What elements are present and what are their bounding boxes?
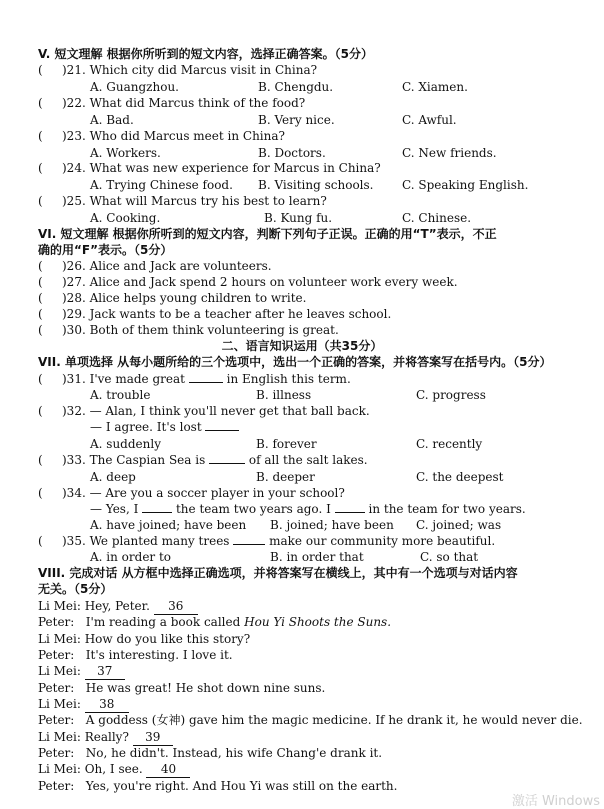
q34-line2-end: in the team for two years.: [368, 502, 526, 516]
dialogue-line-7: [38, 696, 129, 713]
dialogue-text: How do you like this story?: [84, 632, 251, 646]
q31-option-b: B. illness: [256, 388, 312, 402]
q33-blank: [209, 463, 245, 464]
q34-line2-middle: the team two years ago. I: [175, 502, 331, 516]
q24-stem: )24. What was new experience for Marcus in China?: [62, 161, 381, 175]
q33-stem-start: )33. The Caspian Sea is: [62, 453, 206, 467]
q22-option-c: C. Awful.: [402, 113, 457, 127]
q33-stem-end: of all the salt lakes.: [248, 453, 368, 467]
q24-option-b: B. Visiting schools.: [258, 178, 374, 192]
q34-line2-start: — Yes, I: [90, 502, 139, 516]
q25-stem: )25. What will Marcus try his best to learn?: [62, 194, 327, 208]
speaker-li-mei: Li Mei:: [38, 664, 81, 678]
q28-statement: )28. Alice helps young children to write.: [62, 291, 307, 305]
q32-option-c: C. recently: [416, 437, 483, 451]
q34-option-a: A. have joined; have been: [90, 518, 247, 532]
q31-option-c: C. progress: [416, 388, 486, 402]
dialogue-text: Hey, Peter.: [84, 599, 150, 613]
speaker-li-mei: Li Mei:: [38, 697, 81, 711]
q34-blank-2: [335, 512, 365, 513]
answer-paren: (: [38, 161, 43, 175]
dialogue-line-5: [38, 663, 125, 680]
q35-option-c: C. so that: [420, 550, 479, 564]
q26-statement: )26. Alice and Jack are volunteers.: [62, 259, 272, 273]
speaker-li-mei: Li Mei:: [38, 730, 81, 744]
q34-line2: [90, 501, 526, 517]
dialogue-line-2: [38, 614, 391, 630]
dialogue-line-3: [38, 631, 250, 647]
q33-option-a: A. deep: [90, 470, 136, 484]
q35-option-a: A. in order to: [90, 550, 172, 564]
q22-option-a: A. Bad.: [90, 113, 134, 127]
q35-option-b: B. in order that: [270, 550, 364, 564]
q32-line2-text: — I agree. It's lost: [90, 420, 202, 434]
speaker-peter: Peter:: [38, 779, 75, 793]
answer-paren: (: [38, 404, 43, 418]
dialogue-line-12: [38, 778, 397, 794]
q21-option-c: C. Xiamen.: [402, 80, 468, 94]
q34-stem: )34. — Are you a soccer player in your school?: [62, 486, 345, 500]
speaker-peter: Peter:: [38, 746, 75, 760]
speaker-peter: Peter:: [38, 615, 75, 629]
answer-paren: (: [38, 96, 43, 110]
dialogue-text: No, he didn't. Instead, his wife Chang'e drank it.: [85, 746, 383, 760]
answer-paren: (: [38, 129, 43, 143]
dialogue-blank-37: 37: [85, 663, 125, 680]
q32-option-b: B. forever: [256, 437, 317, 451]
q32-blank: [205, 430, 239, 431]
q31-stem-start: )31. I've made great: [62, 372, 185, 386]
section-6-title-line2: 确的用“F”表示。（5分）: [38, 243, 173, 257]
q32-option-a: A. suddenly: [90, 437, 161, 451]
dialogue-text: He was great! He shot down nine suns.: [85, 681, 326, 695]
speaker-peter: Peter:: [38, 681, 75, 695]
q31-stem-end: in English this term.: [226, 372, 351, 386]
q35-blank: [233, 544, 265, 545]
q25-option-a: A. Cooking.: [90, 211, 161, 225]
dialogue-text: Oh, I see.: [84, 762, 143, 776]
dialogue-blank-38: 38: [85, 696, 129, 713]
q33-option-b: B. deeper: [256, 470, 315, 484]
dialogue-line-8: [38, 712, 583, 728]
dialogue-text: Yes, you're right. And Hou Yi was still on the earth.: [85, 779, 398, 793]
q22-stem: )22. What did Marcus think of the food?: [62, 96, 306, 110]
q34-option-b: B. joined; have been: [270, 518, 394, 532]
answer-paren: (: [38, 291, 43, 305]
dialogue-blank-39: 39: [133, 729, 173, 746]
dialogue-line-11: [38, 761, 190, 778]
q24-option-a: A. Trying Chinese food.: [90, 178, 233, 192]
q24-option-c: C. Speaking English.: [402, 178, 529, 192]
part-2-title: 二、语言知识运用（共35分）: [221, 339, 383, 353]
dialogue-text: It's interesting. I love it.: [85, 648, 233, 662]
dialogue-line-10: [38, 745, 382, 761]
q32-line2: [90, 419, 239, 435]
q35-stem-end: make our community more beautiful.: [269, 534, 496, 548]
answer-paren: (: [38, 323, 43, 337]
q21-stem: )21. Which city did Marcus visit in China?: [62, 63, 318, 77]
q31-blank: [189, 382, 223, 383]
q34-option-c: C. joined; was: [416, 518, 502, 532]
speaker-peter: Peter:: [38, 648, 75, 662]
section-8-title-line1: VIII. 完成对话 从方框中选择正确选项，并将答案写在横线上，其中有一个选项与对话内容: [38, 566, 518, 580]
answer-paren: (: [38, 63, 43, 77]
dialogue-blank-40: 40: [146, 761, 190, 778]
book-title: Hou Yi Shoots the Suns.: [244, 615, 392, 629]
dialogue-text: I'm reading a book called: [85, 615, 241, 629]
q32-stem: )32. — Alan, I think you'll never get that ball back.: [62, 404, 370, 418]
q27-statement: )27. Alice and Jack spend 2 hours on volunteer work every week.: [62, 275, 458, 289]
answer-paren: (: [38, 307, 43, 321]
answer-paren: (: [38, 259, 43, 273]
speaker-li-mei: Li Mei:: [38, 762, 81, 776]
activation-watermark: 激活 Windows: [511, 794, 600, 809]
dialogue-line-6: [38, 680, 325, 696]
q31-stem: [62, 371, 351, 387]
dialogue-text: A goddess (女神) gave him the magic medicine. If he drank it, he would never die.: [85, 713, 583, 727]
q22-option-b: B. Very nice.: [258, 113, 335, 127]
q23-option-a: A. Workers.: [90, 146, 161, 160]
section-6-title-line1: VI. 短文理解 根据你所听到的短文内容，判断下列句子正误。正确的用“T”表示，不正: [38, 227, 497, 241]
q21-option-a: A. Guangzhou.: [90, 80, 179, 94]
q35-stem-start: )35. We planted many trees: [62, 534, 230, 548]
section-8-title-line2: 无关。（5分）: [38, 582, 113, 596]
q33-stem: [62, 452, 368, 468]
q25-option-c: C. Chinese.: [402, 211, 472, 225]
dialogue-text: Really?: [84, 730, 129, 744]
dialogue-line-1: [38, 598, 198, 615]
q21-option-b: B. Chengdu.: [258, 80, 334, 94]
speaker-peter: Peter:: [38, 713, 75, 727]
q25-option-b: B. Kung fu.: [264, 211, 333, 225]
speaker-li-mei: Li Mei:: [38, 632, 81, 646]
q23-option-c: C. New friends.: [402, 146, 497, 160]
q29-statement: )29. Jack wants to be a teacher after he leaves school.: [62, 307, 392, 321]
q23-option-b: B. Doctors.: [258, 146, 326, 160]
section-5-title: V. 短文理解 根据你所听到的短文内容，选择正确答案。（5分）: [38, 47, 374, 61]
q35-stem: [62, 533, 495, 549]
speaker-li-mei: Li Mei:: [38, 599, 81, 613]
dialogue-line-9: [38, 729, 173, 746]
dialogue-line-4: [38, 647, 233, 663]
q33-option-c: C. the deepest: [416, 470, 504, 484]
q23-stem: )23. Who did Marcus meet in China?: [62, 129, 285, 143]
q30-statement: )30. Both of them think volunteering is great.: [62, 323, 339, 337]
answer-paren: (: [38, 372, 43, 386]
answer-paren: (: [38, 194, 43, 208]
answer-paren: (: [38, 534, 43, 548]
q31-option-a: A. trouble: [90, 388, 151, 402]
answer-paren: (: [38, 275, 43, 289]
answer-paren: (: [38, 453, 43, 467]
dialogue-blank-36: 36: [154, 598, 198, 615]
section-7-title: VII. 单项选择 从每小题所给的三个选项中，选出一个正确的答案，并将答案写在括号内。（5分）: [38, 355, 552, 369]
q34-blank-1: [142, 512, 172, 513]
answer-paren: (: [38, 486, 43, 500]
